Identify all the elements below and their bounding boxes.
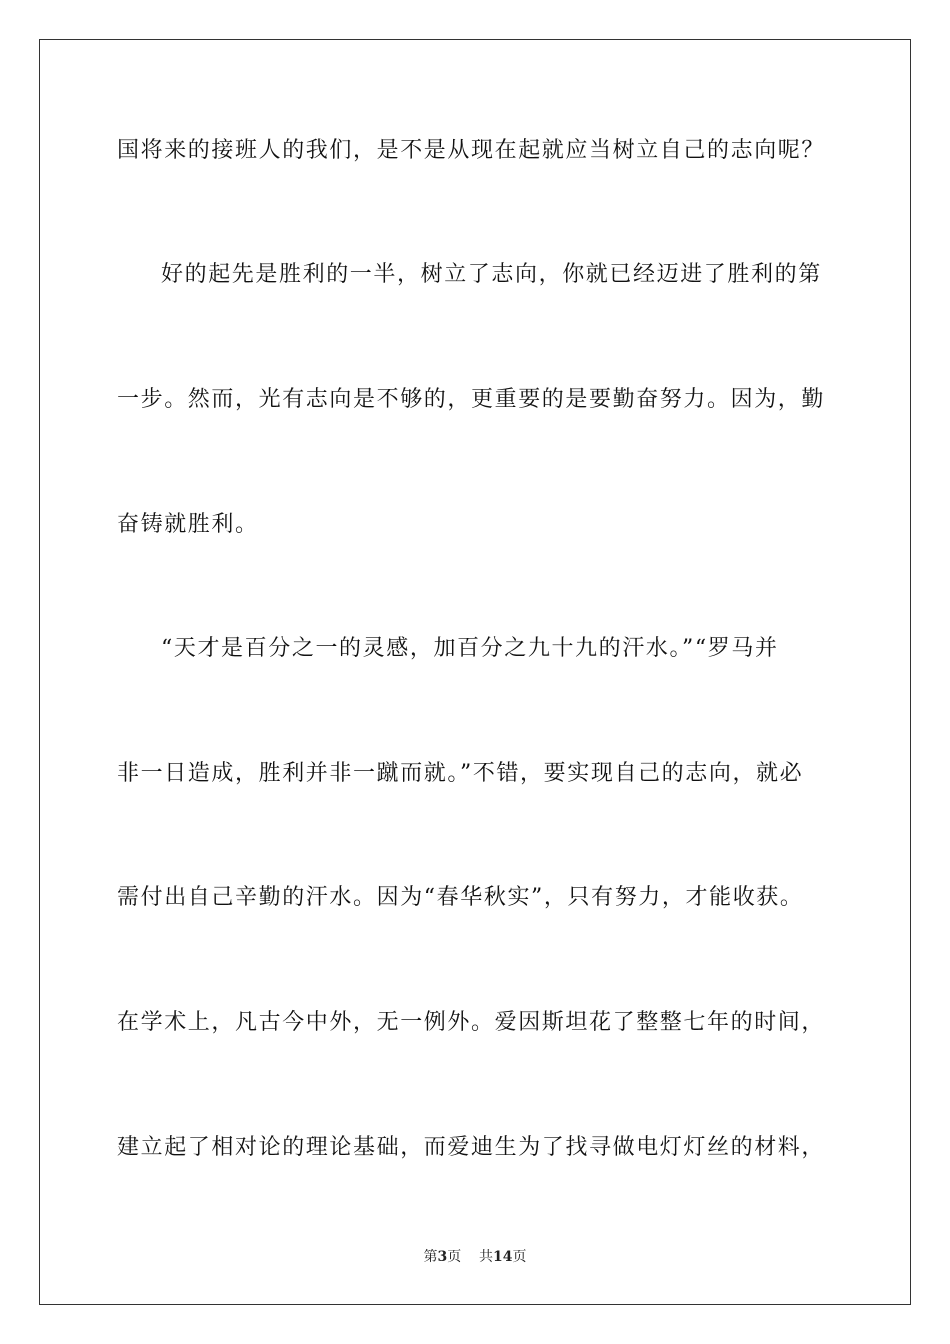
text-line-1: 国将来的接班人的我们，是不是从现在起就应当树立自己的志向呢？ [117, 138, 826, 163]
page-number: 3 [437, 1249, 448, 1265]
text-line-8: 在学术上，凡古今中外，无一例外。爱因斯坦花了整整七年的时间， [117, 1010, 826, 1035]
text-line-4: 奋铸就胜利。 [117, 512, 259, 537]
page-prefix: 第 [423, 1249, 438, 1265]
text-line-2: 好的起先是胜利的一半，树立了志向，你就已经迈进了胜利的第 [161, 262, 822, 287]
total-prefix: 共 [479, 1249, 494, 1265]
page-suffix: 页 [447, 1249, 462, 1265]
total-suffix: 页 [512, 1249, 527, 1265]
text-line-9: 建立起了相对论的理论基础，而爱迪生为了找寻做电灯灯丝的材料， [117, 1135, 826, 1160]
total-pages: 14 [493, 1249, 513, 1265]
page-footer [0, 1246, 950, 1266]
text-line-3: 一步。然而，光有志向是不够的，更重要的是要勤奋努力。因为，勤 [117, 387, 826, 412]
text-line-7: 需付出自己辛勤的汗水。因为“春华秋实”，只有努力，才能收获。 [117, 885, 804, 910]
text-line-6: 非一日造成，胜利并非一蹴而就。”不错，要实现自己的志向，就必 [117, 761, 804, 786]
text-line-5: “天才是百分之一的灵感，加百分之九十九的汗水。”“罗马并 [161, 636, 779, 661]
page-border [39, 39, 911, 1305]
